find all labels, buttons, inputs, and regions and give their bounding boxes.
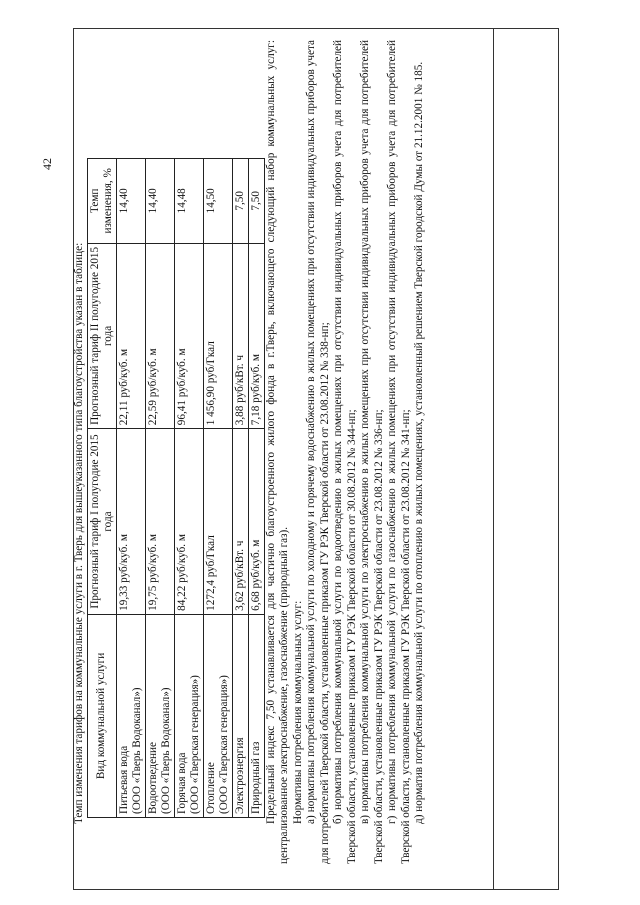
norm-d: д) норматив потребления коммунальной услуги по отоплению в жилых помещениях, установленный решением Тверской городской Думы от 21.12.2001 № 185. bbox=[413, 61, 425, 824]
cell-service bbox=[203, 614, 232, 817]
norm-b: б) нормативы потребления коммунальной услуги по водоотведению в жилых помещениях при отсутствии индивидуальных приборов учета для потребителей Тверской области, установленные приказом ГУ РЭК Тверской области от 30.08.2012 № 344-нп; bbox=[332, 40, 358, 864]
frame-divider bbox=[493, 28, 494, 890]
cell-tariff-2: 7,18 руб/куб. м bbox=[248, 243, 264, 429]
table-row bbox=[145, 159, 174, 818]
service-name: Отопление bbox=[204, 762, 217, 814]
cell-tariff-1: 1272,4 руб/Гкал bbox=[203, 429, 232, 615]
norm-g: г) нормативы потребления коммунальной услуги по газоснабжению в жилых помещениях при отсутствии индивидуальных приборов учета для потребителей Тверской области, установленные приказом ГУ РЭК Тверской области от 23.08.2012 № 341-нп; bbox=[386, 40, 412, 864]
intro-text: Темп изменения тарифов на коммунальные услуги в г. Тверь для вышеуказанного типа благоустройства указан в таблице: bbox=[73, 242, 85, 824]
cell-rate: 7,50 bbox=[248, 159, 264, 244]
service-name: Водоотведение bbox=[146, 742, 159, 814]
header-tariff-2: Прогнозный тариф II полугодие 2015 года bbox=[87, 243, 116, 429]
document-body bbox=[73, 28, 493, 890]
cell-tariff-2: 96,41 руб/куб. м bbox=[174, 243, 203, 429]
cell-rate: 7,50 bbox=[232, 159, 248, 244]
cell-tariff-1: 19,33 руб/куб. м bbox=[116, 429, 145, 615]
cell-tariff-1: 19,75 руб/куб. м bbox=[145, 429, 174, 615]
cell-tariff-1: 6,68 руб/куб. м bbox=[248, 429, 264, 615]
service-provider: (ООО «Тверь Водоканал») bbox=[159, 687, 172, 814]
cell-service: Электроэнергия bbox=[232, 614, 248, 817]
service-provider: (ООО «Тверская генерация») bbox=[217, 675, 230, 814]
table-row bbox=[174, 159, 203, 818]
cell-service bbox=[116, 614, 145, 817]
cell-tariff-1: 3,62 руб/кВт. ч bbox=[232, 429, 248, 615]
norm-v: в) нормативы потребления коммунальной услуги по электроснабжению в жилых помещениях при отсутствии индивидуальных приборов учета для потребителей Тверской области, установленные приказом ГУ РЭК Тверской области от 23.08.2012 № 336-нп; bbox=[359, 40, 385, 864]
header-rate: Темп изменения, % bbox=[87, 159, 116, 244]
cell-tariff-2: 22,59 руб/куб. м bbox=[145, 243, 174, 429]
tariff-table bbox=[87, 158, 265, 818]
cell-rate: 14,50 bbox=[203, 159, 232, 244]
table-header-row bbox=[87, 159, 116, 818]
cell-tariff-2: 3,88 руб/кВт. ч bbox=[232, 243, 248, 429]
cell-rate: 14,40 bbox=[116, 159, 145, 244]
cell-tariff-2: 1 456,90 руб/Гкал bbox=[203, 243, 232, 429]
cell-rate: 14,40 bbox=[145, 159, 174, 244]
header-tariff-1: Прогнозный тариф I полугодие 2015 года bbox=[87, 429, 116, 615]
service-name: Питьевая вода bbox=[117, 745, 130, 814]
norms-title: Нормативы потребления коммунальных услуг: bbox=[291, 600, 304, 824]
cell-service bbox=[174, 614, 203, 817]
limit-index-paragraph: Предельный индекс 7,50 устанавливается для частично благоустроенного жилого фонда в г.Тверь, включающего следующий набор коммунальных услуг: централизованное электроснабжение, газоснабжение (природный газ). bbox=[264, 40, 290, 864]
cell-service bbox=[145, 614, 174, 817]
service-provider: (ООО «Тверь Водоканал») bbox=[130, 687, 143, 814]
cell-tariff-2: 22,11 руб/куб. м bbox=[116, 243, 145, 429]
table-row bbox=[232, 159, 248, 818]
page-number: 42 bbox=[40, 158, 54, 170]
cell-tariff-1: 84,22 руб/куб. м bbox=[174, 429, 203, 615]
table-row bbox=[116, 159, 145, 818]
norm-a: а) нормативы потребления коммунальной услуги по холодному и горячему водоснабжению в жилых помещениях при отсутствии индивидуальных приборов учета для потребителей Тверской области, установленные приказом ГУ РЭК Тверской области от 23.08.2012 № 338-нп; bbox=[305, 40, 331, 864]
header-service: Вид коммунальной услуги bbox=[87, 614, 116, 817]
cell-rate: 14,48 bbox=[174, 159, 203, 244]
table-row bbox=[248, 159, 264, 818]
table-row bbox=[203, 159, 232, 818]
service-name: Горячая вода bbox=[175, 752, 188, 814]
cell-service: Природный газ bbox=[248, 614, 264, 817]
service-provider: (ООО «Тверская генерация») bbox=[188, 675, 201, 814]
